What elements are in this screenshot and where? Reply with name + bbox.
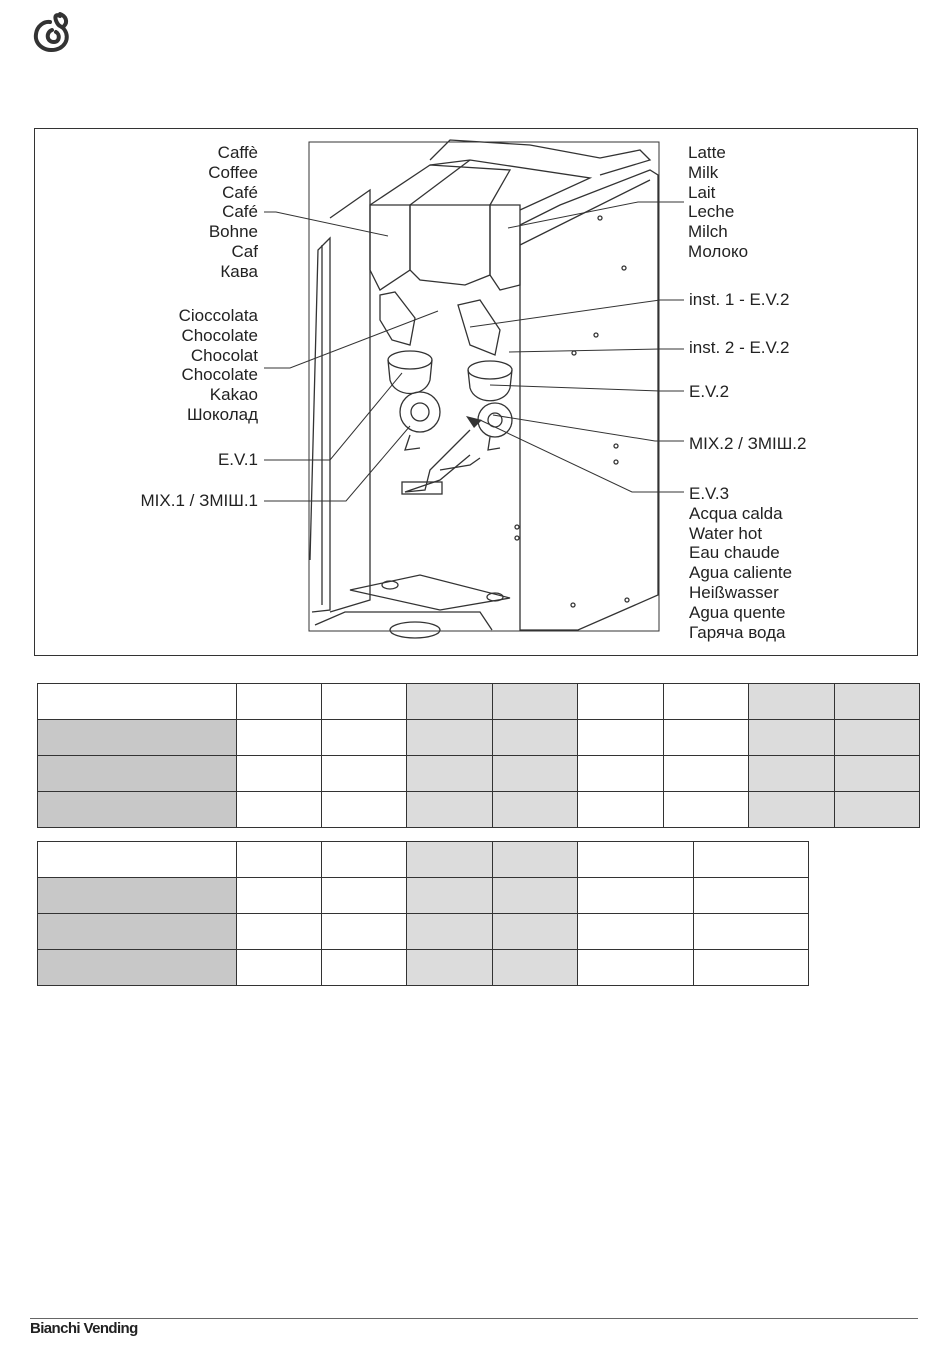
table-cell [835,756,920,792]
table-cell [38,684,237,720]
chocolate-label-uk: Шоколад [186,404,258,424]
table-cell [493,914,578,950]
coffee-label-es: Café [222,202,258,222]
table-row [38,950,809,986]
hot-water-label-pt: Agua quente [689,602,786,622]
table-cell [578,756,664,792]
inst1-label: inst. 1 - E.V.2 [689,290,790,309]
table-cell [237,878,322,914]
footer-divider [30,1318,918,1319]
table-cell [749,756,835,792]
chocolate-label-de: Kakao [209,385,258,405]
table-cell [664,756,749,792]
hot-water-label-fr: Eau chaude [689,543,780,563]
table-row-header [38,720,237,756]
table-cell [578,792,664,828]
table-cell [493,684,578,720]
table-cell [407,792,493,828]
table-cell [237,720,322,756]
milk-label-de: Milch [688,222,728,242]
table-cell [493,756,578,792]
hot-water-labels [689,484,792,642]
table-cell [493,950,578,986]
milk-labels [688,143,748,262]
table-row [38,914,809,950]
table-row-header [38,878,237,914]
settings-table-2 [37,841,809,986]
table-cell [578,950,694,986]
ev2-label: E.V.2 [689,382,730,401]
table-cell [237,914,322,950]
coffee-label-fr: Café [222,182,258,202]
table-row [38,792,920,828]
table-cell [407,878,493,914]
ev3-label: E.V.3 [689,484,730,503]
table-cell [322,756,407,792]
hot-water-label-de: Heißwasser [689,582,779,602]
table-cell [664,792,749,828]
milk-label-en: Milk [688,162,719,182]
table-cell [578,878,694,914]
table-row [38,684,920,720]
hot-water-label-es: Agua caliente [689,563,793,583]
table-cell [694,842,809,878]
table-cell [237,950,322,986]
table-cell [835,792,920,828]
table-cell [237,792,322,828]
table-cell [322,792,407,828]
table-cell [237,684,322,720]
table-cell [749,792,835,828]
table-cell [493,792,578,828]
table-cell [694,878,809,914]
bianchi-logo-icon [30,10,74,56]
table-row-header [38,756,237,792]
brand-name: Bianchi Vending [30,1320,138,1337]
table-cell [664,720,749,756]
table-cell [322,720,407,756]
milk-label-uk: Молоко [688,241,749,261]
table-row-header [38,950,237,986]
milk-label-es: Leche [688,202,735,222]
table-row [38,756,920,792]
table-cell [237,842,322,878]
milk-label-it: Latte [688,143,726,162]
table-cell [493,842,578,878]
chocolate-labels [179,306,258,425]
coffee-label-uk: Кава [220,261,258,281]
table-cell [407,756,493,792]
mix1-label: MIX.1 / ЗМІШ.1 [140,491,258,510]
coffee-label-it: Caffè [217,143,258,162]
settings-table-1 [37,683,920,828]
coffee-label-de: Bohne [208,222,258,242]
milk-label-fr: Lait [688,182,716,202]
table-row [38,842,809,878]
table-cell [749,720,835,756]
table-cell [749,684,835,720]
mix2-label: MIX.2 / ЗМІШ.2 [689,434,807,453]
table-cell [322,914,407,950]
ev1-label: E.V.1 [217,450,258,469]
table-cell [322,684,407,720]
chocolate-label-en: Chocolate [181,325,258,345]
coffee-label-en: Coffee [208,162,258,182]
table-cell [38,842,237,878]
chocolate-label-fr: Chocolat [190,345,258,365]
table-cell [322,842,407,878]
table-cell [407,684,493,720]
table-row-header [38,792,237,828]
table-cell [407,720,493,756]
table-cell [322,950,407,986]
table-row [38,878,809,914]
table-cell [407,950,493,986]
table-cell [407,914,493,950]
table-row-header [38,914,237,950]
table-cell [578,842,694,878]
table-cell [578,914,694,950]
coffee-labels [208,143,258,282]
hot-water-label-it: Acqua calda [689,503,783,523]
table-row [38,720,920,756]
table-cell [694,950,809,986]
table-cell [835,720,920,756]
hot-water-label-uk: Гаряча вода [689,622,786,642]
table-cell [493,878,578,914]
inst2-label: inst. 2 - E.V.2 [689,338,790,357]
table-cell [694,914,809,950]
coffee-label-pt: Caf [231,241,258,261]
table-cell [664,684,749,720]
chocolate-label-es: Chocolate [181,365,258,385]
chocolate-label-it: Cioccolata [178,306,258,325]
table-cell [835,684,920,720]
hot-water-label-en: Water hot [689,523,763,543]
table-cell [407,842,493,878]
table-cell [578,684,664,720]
table-cell [578,720,664,756]
table-cell [322,878,407,914]
table-cell [493,720,578,756]
table-cell [237,756,322,792]
